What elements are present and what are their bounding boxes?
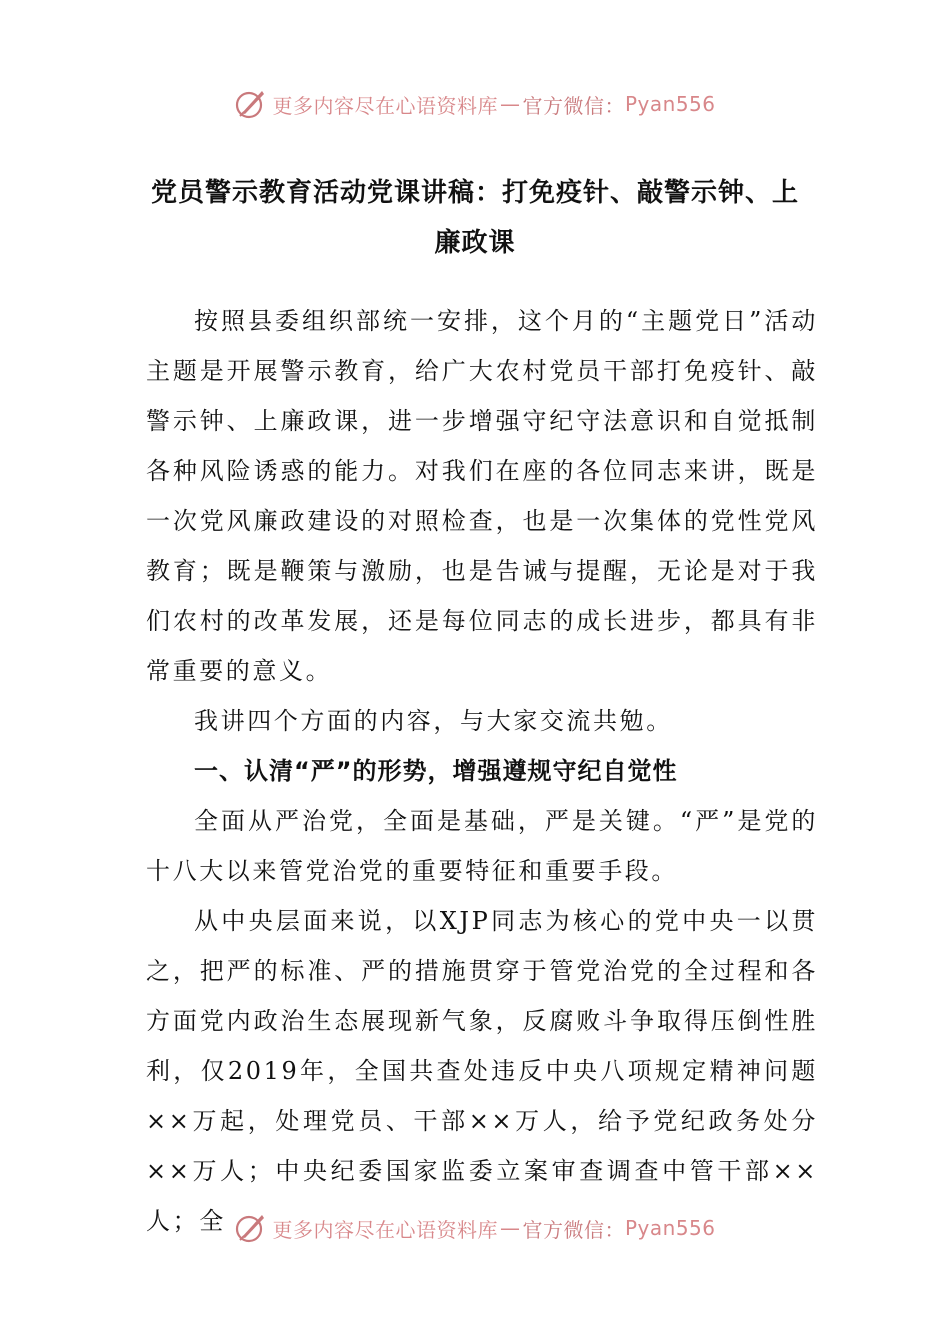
paragraph-intro: 按照县委组织部统一安排，这个月的“主题党日”活动主题是开展警示教育，给广大农村党员干部打免疫针、敲警示钟、上廉政课，进一步增强守纪守法意识和自觉抵制各种风险诱惑的能力。对我们在座的各位同志来讲，既是一次党风廉政建设的对照检查，也是一次集体的党性党风教育；既是鞭策与激励，也是告诫与提醒，无论是对于我们农村的改革发展，还是每位同志的成长进步，都具有非常重要的意义。 — [146, 307, 818, 685]
document-body — [146, 296, 818, 1246]
watermark-text: 更多内容尽在心语资料库 — [272, 1217, 498, 1242]
watermark-dash: — — [499, 92, 521, 116]
watermark-wechat-label: 官方微信： — [522, 93, 625, 118]
section-paragraph: 全面从严治党，全面是基础，严是关键。“严”是党的十八大以来管党治党的重要特征和重要手段。 — [146, 807, 818, 885]
watermark-wechat-label: 官方微信： — [522, 1217, 625, 1242]
quill-logo-icon — [234, 1211, 268, 1245]
section-paragraph: 从中央层面来说，以XJP同志为核心的党中央一以贯之，把严的标准、严的措施贯穿于管党治党的全过程和各方面党内政治生态展现新气象，反腐败斗争取得压倒性胜利，仅2019年，全国共查处违反中央八项规定精神问题××万起，处理党员、干部××万人，给予党纪政务处分××万人；中央纪委国家监委立案审查调查中管干部××人；全 — [146, 907, 818, 1235]
watermark-text: 更多内容尽在心语资料库 — [272, 93, 498, 118]
watermark-dash: — — [499, 1216, 521, 1240]
watermark-header — [0, 84, 950, 124]
section-heading: 一、认清“严”的形势，增强遵规守纪自觉性 — [194, 757, 678, 785]
document-title: 党员警示教育活动党课讲稿：打免疫针、敲警示钟、上廉政课 — [150, 178, 799, 258]
quill-logo-icon — [234, 87, 268, 121]
watermark-wechat-id: Pyan556 — [624, 92, 716, 116]
watermark-wechat-id: Pyan556 — [624, 1216, 716, 1240]
paragraph-outline: 我讲四个方面的内容，与大家交流共勉。 — [194, 707, 673, 735]
watermark-footer — [0, 1208, 950, 1248]
